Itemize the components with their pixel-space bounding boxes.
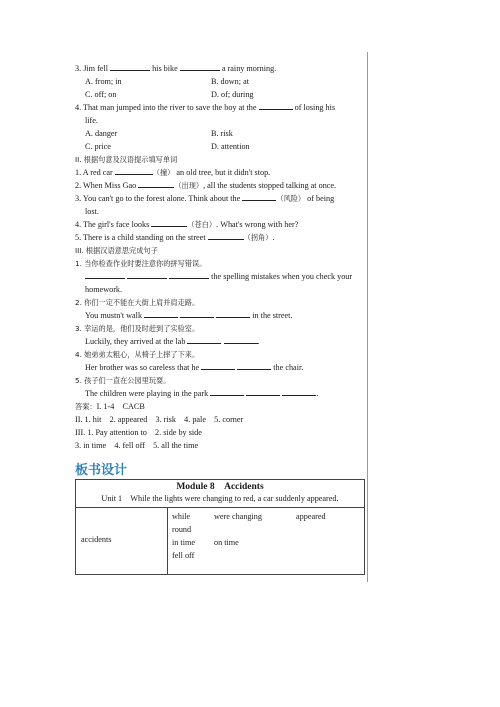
s3-item-1-cn: 1. 当你检查作业时要注意你的拼写错误。 (75, 259, 207, 268)
board-word-round: round (172, 525, 192, 534)
s3-item-2-cn: 2. 你们一定不能在大街上肩并肩走路。 (75, 298, 200, 307)
q3-option-d: D. of; during (211, 90, 254, 99)
q4-options-row1 (75, 127, 367, 140)
answer-blank (127, 270, 167, 279)
answer-blank (187, 335, 221, 344)
answers-line-4: 3. in time 4. fell off 5. all the time (75, 441, 199, 450)
answer-blank (115, 166, 153, 175)
s3-item-5-en: The children were playing in the park . (85, 389, 319, 398)
q4-option-c: C. price (85, 142, 111, 151)
answer-blank (144, 309, 178, 318)
board-left-cell (76, 508, 168, 574)
section2-title: II. 根据句意及汉语提示填写单词 (75, 155, 178, 164)
q3-option-b: B. down; at (211, 77, 249, 86)
answer-blank (110, 62, 150, 71)
answer-blank (180, 309, 214, 318)
board-word-fell-off: fell off (172, 551, 195, 560)
q4-stem: 4. That man jumped into the river to save the boy at the of losing his (75, 103, 336, 112)
s3-item-2-en: You mustn't walk in the street. (85, 311, 293, 320)
q3-stem: 3. Jim fell his bike a rainy morning. (75, 64, 277, 73)
board-word-in-time: in time (172, 538, 195, 547)
board-word-were-changing: were changing (214, 512, 262, 521)
q4-option-a: A. danger (85, 129, 118, 138)
exercise-content (75, 62, 367, 452)
answer-blank (208, 231, 244, 240)
answer-blank (180, 62, 220, 71)
answers-line-2: II. 1. hit 2. appeared 3. risk 4. pale 5. corner (75, 415, 244, 424)
s3-item-3-en: Luckily, they arrived at the lab . (85, 337, 260, 346)
board-word-appeared: appeared (296, 512, 326, 521)
board-title: Module 8 Accidents (176, 482, 264, 492)
s2-item-3-cont: lost. (85, 207, 99, 216)
s3-item-4-cn: 4. 她弟弟太粗心，从椅子上摔了下来。 (75, 350, 200, 359)
answer-blank (151, 218, 187, 227)
answer-blank (216, 309, 250, 318)
q3-option-c: C. off; on (85, 90, 117, 99)
answer-blank (201, 361, 235, 370)
answer-blank (210, 387, 244, 396)
s2-item-1: 1. A red car （撞） an old tree, but it didn't stop. (75, 168, 271, 177)
q4-options-row2 (75, 140, 367, 153)
margin-line (367, 52, 368, 582)
s2-item-3: 3. You can't go to the forest alone. Think about the （风险） of being (75, 194, 335, 203)
board-word-on-time: on time (214, 538, 239, 547)
answer-blank (224, 335, 258, 344)
s3-item-1-en: the spelling mistakes when you check your (75, 270, 367, 283)
board-left-label: accidents (81, 535, 112, 544)
answers-line-3: III. 1. Pay attention to 2. side by side (75, 428, 202, 437)
q4-stem-cont: life. (85, 116, 98, 125)
answer-blank (282, 387, 316, 396)
board-heading: 板书设计 (75, 463, 128, 478)
answer-blank (237, 361, 271, 370)
board-subtitle: Unit 1 While the lights were changing to red, a car suddenly appeared. (76, 493, 364, 508)
s2-item-4: 4. The girl's face looks （苍白）. What's wrong with her? (75, 220, 299, 229)
s3-item-3-cn: 3. 幸运的是，他们及时赶到了实验室。 (75, 324, 200, 333)
q4-option-d: D. attention (211, 142, 250, 151)
answer-blank (259, 101, 293, 110)
section3-title: III. 根据汉语意思完成句子 (75, 246, 158, 255)
s3-item-5-cn: 5. 孩子们一直在公园里玩耍。 (75, 376, 171, 385)
q3-options-row1 (75, 75, 367, 88)
s2-item-2: 2. When Miss Gao （出现）, all the students stopped talking at once. (75, 181, 337, 190)
answer-blank (246, 387, 280, 396)
answer-blank (242, 192, 276, 201)
s3-item-1-en-cont: homework. (85, 285, 123, 294)
q3-options-row2 (75, 88, 367, 101)
board-design-table (75, 479, 365, 575)
board-body (76, 508, 364, 574)
q4-option-b: B. risk (211, 129, 233, 138)
answer-blank (138, 179, 174, 188)
s3-item-4-en: Her brother was so careless that he the chair. (85, 363, 304, 372)
answer-blank (169, 270, 209, 279)
answer-blank (85, 270, 125, 279)
answers-line-1: 答案：I. 1-4 CACB (75, 402, 145, 411)
s2-item-5: 5. There is a child standing on the street （拐角）. (75, 233, 275, 242)
board-word-while: while (172, 512, 191, 521)
q3-option-a: A. from; in (85, 77, 122, 86)
